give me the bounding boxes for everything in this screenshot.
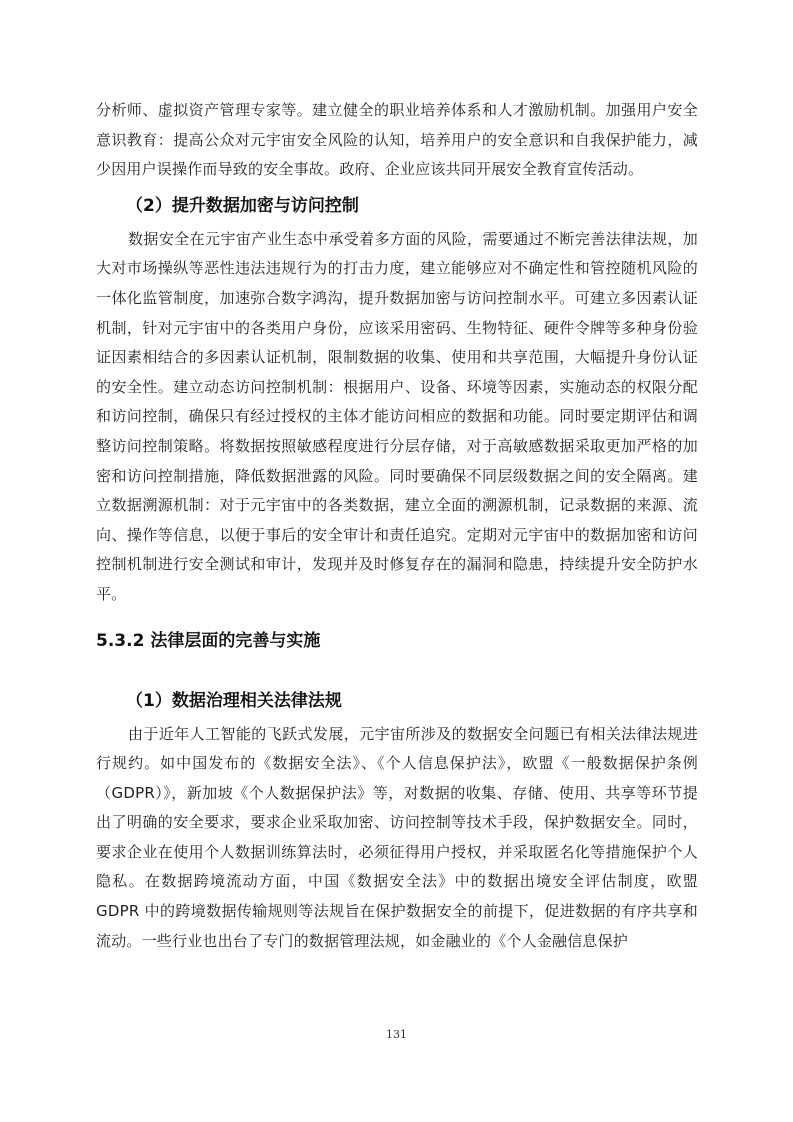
intro-paragraph: 分析师、虚拟资产管理专家等。建立健全的职业培养体系和人才激励机制。加强用户安全意识教育：提高公众对元宇宙安全风险的认知，培养用户的安全意识和自我保护能力，减少因用户误操作而导致的安全事故。政府、企业应该共同开展安全教育宣传活动。 xyxy=(96,101,698,179)
page-number: 131 xyxy=(386,1028,407,1041)
paragraph-data-encryption: 数据安全在元宇宙产业生态中承受着多方面的风险，需要通过不断完善法律法规，加大对市场操纵等恶性违法违规行为的打击力度，建立能够应对不确定性和管控随机风险的一体化监管制度，加速弥合数字鸿沟，提升数据加密与访问控制水平。可建立多因素认证机制，针对元宇宙中的各类用户身份，应该采用密码、生物特征、硬件令牌等多种身份验证因素相结合的多因素认证机制，限制数据的收集、使用和共享范围，大幅提升身份认证的安全性。建立动态访问控制机制：根据用户、设备、环境等因素，实施动态的权限分配和访问控制，确保只有经过授权的主体才能访问相应的数据和功能。同时要定期评估和调整访问控制策略。将数据按照敏感程度进行分层存储，对于高敏感数据采取更加严格的加密和访问控制措施，降低数据泄露的风险。同时要确保不同层级数据之间的安全隔离。建立数据溯源机制：对于元宇宙中的各类数据，建立全面的溯源机制，记录数据的来源、流向、操作等信息，以便于事后的安全审计和责任追究。定期对元宇宙中的数据加密和访问控制机制进行安全测试和审计，发现并及时修复存在的漏洞和隐患，持续提升安全防护水平。 xyxy=(96,229,698,603)
subheading-data-encryption: （2）提升数据加密与访问控制 xyxy=(126,195,359,216)
section-heading-legal: 5.3.2 法律层面的完善与实施 xyxy=(96,630,321,651)
page-body xyxy=(96,96,698,956)
subheading-data-governance: （1）数据治理相关法律法规 xyxy=(126,690,342,711)
paragraph-data-governance: 由于近年人工智能的飞跃式发展，元宇宙所涉及的数据安全问题已有相关法律法规进行规约。如中国发布的《数据安全法》、《个人信息保护法》，欧盟《一般数据保护条例（GDPR）》，新加坡《个人数据保护法》等，对数据的收集、存储、使用、共享等环节提出了明确的安全要求，要求企业采取加密、访问控制等技术手段，保护数据安全。同时，要求企业在使用个人数据训练算法时，必须征得用户授权，并采取匿名化等措施保护个人隐私。在数据跨境流动方面，中国《数据安全法》中的数据出境安全评估制度，欧盟 GDPR 中的跨境数据传输规则等法规旨在保护数据安全的前提下，促进数据的有序共享和流动。一些行业也出台了专门的数据管理法规，如金融业的《个人金融信息保护 xyxy=(96,724,698,950)
